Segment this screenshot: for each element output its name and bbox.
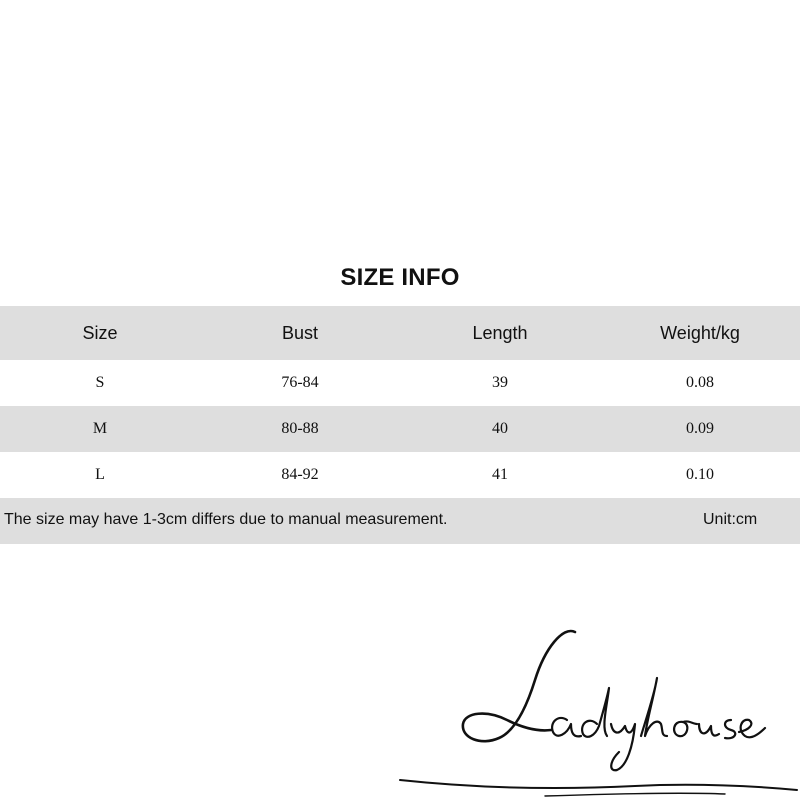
- cell-bust: 80-88: [281, 420, 319, 437]
- measurement-note-row: [0, 498, 800, 544]
- measurement-note: The size may have 1-3cm differs due to manual measurement.: [4, 511, 448, 528]
- cell-size: S: [95, 374, 105, 391]
- header-weight: Weight/kg: [660, 322, 740, 343]
- page-title: SIZE INFO: [340, 264, 460, 291]
- cell-weight: 0.09: [686, 420, 714, 437]
- header-length: Length: [472, 322, 528, 343]
- cell-bust: 76-84: [281, 374, 319, 391]
- cell-weight: 0.08: [686, 374, 714, 391]
- cell-length: 39: [492, 374, 508, 391]
- cell-bust: 84-92: [281, 466, 319, 483]
- brand-signature-logo: [395, 620, 800, 800]
- table-row: [0, 360, 800, 406]
- table-row: [0, 452, 800, 498]
- cell-length: 40: [492, 420, 508, 437]
- cell-size: M: [92, 420, 108, 437]
- header-bust: Bust: [281, 322, 319, 343]
- header-size: Size: [82, 322, 118, 343]
- cell-size: L: [95, 466, 105, 483]
- size-table: [0, 306, 800, 544]
- cell-length: 41: [492, 466, 508, 483]
- table-header-row: [0, 306, 800, 360]
- table-row: [0, 406, 800, 452]
- unit-label: Unit:cm: [703, 511, 758, 528]
- cell-weight: 0.10: [686, 466, 714, 483]
